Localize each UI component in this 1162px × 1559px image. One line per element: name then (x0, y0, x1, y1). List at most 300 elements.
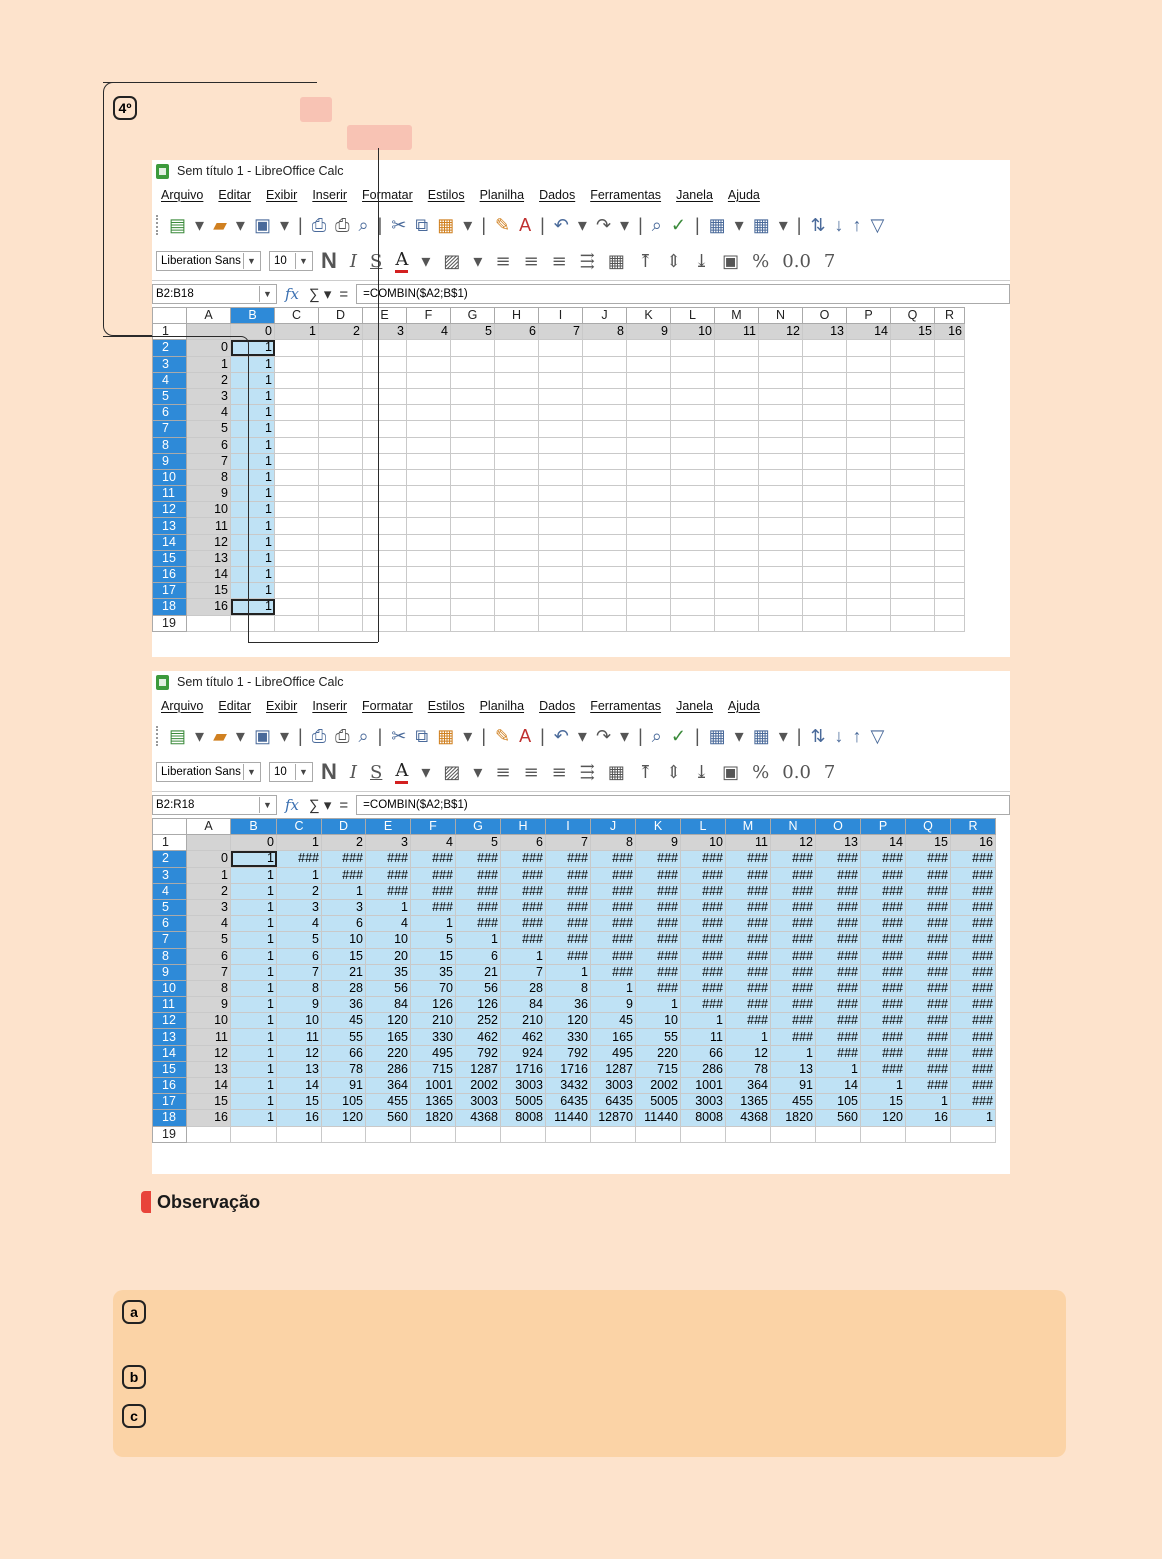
cell[interactable]: 3 (187, 388, 231, 404)
font-size-box[interactable] (269, 762, 313, 782)
cell[interactable]: 7 (539, 324, 583, 340)
cell[interactable] (363, 437, 407, 453)
column-header-p[interactable]: P (861, 819, 906, 835)
cell[interactable]: ### (771, 964, 816, 980)
cell[interactable] (539, 567, 583, 583)
cell[interactable] (319, 405, 363, 421)
sort-icon[interactable]: ⇅ (810, 725, 826, 746)
column-header-o[interactable]: O (816, 819, 861, 835)
cell[interactable] (319, 502, 363, 518)
cell[interactable] (407, 469, 451, 485)
formula-input[interactable] (356, 284, 1010, 304)
cell[interactable]: 21 (322, 964, 366, 980)
cell[interactable] (319, 469, 363, 485)
cell[interactable] (715, 567, 759, 583)
cell[interactable] (627, 340, 671, 356)
function-wizard-icon[interactable]: fx (285, 796, 300, 814)
cell[interactable]: ### (951, 1013, 996, 1029)
cell[interactable] (759, 372, 803, 388)
cell[interactable] (935, 550, 965, 566)
menu-item-arquivo[interactable]: Arquivo (161, 188, 204, 202)
column-header-h[interactable]: H (501, 819, 546, 835)
cell[interactable]: 3 (322, 899, 366, 915)
cell[interactable] (715, 356, 759, 372)
cell[interactable] (935, 567, 965, 583)
cell[interactable]: 14 (816, 1078, 861, 1094)
align-right-icon[interactable]: ≡ (551, 250, 567, 272)
cell[interactable] (627, 502, 671, 518)
cell[interactable] (759, 469, 803, 485)
cell[interactable] (891, 599, 935, 615)
cell[interactable] (363, 405, 407, 421)
chevron-down-icon[interactable]: ▼ (259, 286, 275, 302)
cell[interactable]: ### (456, 883, 501, 899)
cell[interactable] (803, 469, 847, 485)
cell[interactable] (847, 583, 891, 599)
cell[interactable]: 3003 (456, 1094, 501, 1110)
cell[interactable]: ### (726, 948, 771, 964)
cell[interactable] (275, 405, 319, 421)
menu-item-ajuda[interactable]: Ajuda (727, 188, 760, 202)
cell[interactable] (319, 486, 363, 502)
cell[interactable]: 165 (366, 1029, 411, 1045)
cell[interactable]: 1 (231, 1013, 277, 1029)
cell[interactable]: 364 (726, 1078, 771, 1094)
cell[interactable]: 1 (906, 1094, 951, 1110)
cell[interactable]: ### (681, 997, 726, 1013)
cell[interactable] (275, 534, 319, 550)
bold-icon[interactable]: N (321, 248, 337, 273)
percent-icon[interactable]: % (752, 761, 770, 783)
cell[interactable] (539, 469, 583, 485)
cell[interactable] (891, 356, 935, 372)
dropdown-arrow-icon[interactable]: ▾ (463, 725, 473, 746)
cell[interactable]: 14 (187, 567, 231, 583)
cell[interactable]: 1 (231, 518, 275, 534)
cell[interactable] (583, 388, 627, 404)
cell[interactable] (583, 469, 627, 485)
cell[interactable]: 12 (277, 1045, 322, 1061)
column-header-q[interactable]: Q (906, 819, 951, 835)
cell[interactable]: 495 (411, 1045, 456, 1061)
cell[interactable] (363, 372, 407, 388)
cell[interactable] (501, 1126, 546, 1142)
export-pdf-icon[interactable]: ⎙ (311, 214, 327, 235)
cell[interactable] (847, 550, 891, 566)
cell[interactable]: ### (591, 916, 636, 932)
cell[interactable]: ### (636, 883, 681, 899)
dropdown-arrow-icon[interactable]: ▾ (734, 725, 744, 746)
cell[interactable]: 1 (681, 1013, 726, 1029)
cell[interactable]: 9 (627, 324, 671, 340)
chevron-down-icon[interactable]: ▼ (243, 764, 259, 780)
cell[interactable] (583, 340, 627, 356)
cell[interactable]: 1 (231, 453, 275, 469)
cell[interactable] (627, 615, 671, 631)
cell[interactable]: ### (322, 867, 366, 883)
cell[interactable] (759, 518, 803, 534)
cell[interactable]: 462 (456, 1029, 501, 1045)
cell[interactable]: 495 (591, 1045, 636, 1061)
cell[interactable] (891, 453, 935, 469)
cell[interactable] (539, 421, 583, 437)
cell[interactable]: 3 (366, 835, 411, 851)
cell[interactable] (583, 372, 627, 388)
number-format-icon[interactable]: 0.0 (782, 250, 811, 272)
column-header-m[interactable]: M (726, 819, 771, 835)
cell[interactable]: 1 (231, 883, 277, 899)
cell[interactable] (451, 599, 495, 615)
cell[interactable]: 16 (951, 835, 996, 851)
cell[interactable] (539, 583, 583, 599)
row-header-7[interactable]: 7 (153, 932, 187, 948)
cell[interactable]: 6 (322, 916, 366, 932)
save-icon[interactable]: ▣ (253, 214, 271, 235)
cell[interactable]: 15 (322, 948, 366, 964)
cell[interactable]: 12 (726, 1045, 771, 1061)
cell[interactable] (627, 388, 671, 404)
cell[interactable] (451, 469, 495, 485)
print-preview-icon[interactable]: ⌕ (358, 214, 369, 235)
cell[interactable]: 9 (591, 997, 636, 1013)
print-preview-icon[interactable]: ⌕ (358, 725, 369, 746)
cell[interactable] (627, 550, 671, 566)
cell[interactable]: ### (816, 932, 861, 948)
cell[interactable]: 3003 (501, 1078, 546, 1094)
cell[interactable] (363, 453, 407, 469)
cell[interactable] (759, 356, 803, 372)
sum-icon[interactable]: ∑ ▾ (309, 286, 332, 303)
cell[interactable]: 1 (187, 867, 231, 883)
cell[interactable] (407, 437, 451, 453)
cell[interactable]: 1 (816, 1061, 861, 1077)
cell[interactable]: 126 (456, 997, 501, 1013)
cell[interactable]: 1 (636, 997, 681, 1013)
cell[interactable] (495, 356, 539, 372)
column-header-j[interactable]: J (591, 819, 636, 835)
cell[interactable] (935, 356, 965, 372)
cell[interactable]: 15 (277, 1094, 322, 1110)
cell[interactable]: 2 (319, 324, 363, 340)
cell[interactable]: 8008 (501, 1110, 546, 1126)
dropdown-arrow-icon[interactable]: ▾ (235, 214, 245, 235)
function-wizard-icon[interactable]: fx (285, 285, 300, 303)
cell[interactable]: 16 (906, 1110, 951, 1126)
column-header-e[interactable]: E (366, 819, 411, 835)
cell[interactable] (803, 502, 847, 518)
cell[interactable] (363, 356, 407, 372)
spellcheck-icon[interactable]: ✓ (670, 214, 686, 235)
cell[interactable] (451, 534, 495, 550)
menu-item-editar[interactable]: Editar (218, 699, 252, 713)
cell[interactable] (407, 615, 451, 631)
cell[interactable]: ### (771, 851, 816, 867)
dropdown-arrow-icon[interactable]: ▾ (421, 761, 431, 783)
find-replace-icon[interactable]: ⌕ (651, 725, 662, 746)
cell[interactable]: 15 (891, 324, 935, 340)
column-icon[interactable]: ▦ (752, 725, 770, 746)
cell[interactable] (407, 583, 451, 599)
align-center-icon[interactable]: ≡ (523, 250, 539, 272)
dropdown-arrow-icon[interactable]: ▾ (279, 725, 290, 746)
center-vertically-icon[interactable]: ⇕ (665, 761, 682, 783)
cell[interactable]: 1820 (411, 1110, 456, 1126)
cell[interactable] (803, 567, 847, 583)
cell[interactable] (627, 599, 671, 615)
cell[interactable]: ### (771, 932, 816, 948)
cell[interactable] (803, 372, 847, 388)
cell[interactable]: 16 (277, 1110, 322, 1126)
cell[interactable] (539, 534, 583, 550)
cell[interactable]: 1 (726, 1029, 771, 1045)
column-header-d[interactable]: D (322, 819, 366, 835)
cell[interactable] (319, 437, 363, 453)
cell[interactable]: ### (366, 851, 411, 867)
font-name-box[interactable] (156, 251, 261, 271)
cell[interactable] (627, 469, 671, 485)
row-header-5[interactable]: 5 (153, 899, 187, 915)
cell[interactable]: 45 (591, 1013, 636, 1029)
cell[interactable]: 560 (816, 1110, 861, 1126)
menu-item-dados[interactable]: Dados (539, 188, 576, 202)
cell[interactable] (275, 567, 319, 583)
cell[interactable]: 1 (231, 437, 275, 453)
cell[interactable]: ### (726, 964, 771, 980)
cell[interactable] (319, 518, 363, 534)
cell[interactable]: 7 (187, 453, 231, 469)
column-header-a[interactable]: A (187, 308, 231, 324)
cell[interactable]: ### (816, 1029, 861, 1045)
cell[interactable] (275, 421, 319, 437)
cell[interactable]: 35 (366, 964, 411, 980)
cell[interactable] (759, 615, 803, 631)
cell[interactable]: 10 (187, 1013, 231, 1029)
cell[interactable]: 715 (411, 1061, 456, 1077)
cell[interactable] (935, 340, 965, 356)
row-header-10[interactable]: 10 (153, 980, 187, 996)
cell[interactable]: 5 (451, 324, 495, 340)
font-color-icon[interactable]: A (395, 760, 408, 784)
sort-descending-icon[interactable]: ↑ (852, 214, 862, 235)
cell[interactable]: ### (861, 1029, 906, 1045)
cell[interactable]: ### (771, 997, 816, 1013)
cell[interactable] (715, 372, 759, 388)
autofilter-icon[interactable]: ▽ (870, 725, 885, 746)
column-header-i[interactable]: I (539, 308, 583, 324)
cell[interactable] (671, 356, 715, 372)
column-header-q[interactable]: Q (891, 308, 935, 324)
cell[interactable]: ### (501, 851, 546, 867)
column-header-b[interactable]: B (231, 819, 277, 835)
row-header-17[interactable]: 17 (153, 583, 187, 599)
row-header-6[interactable]: 6 (153, 405, 187, 421)
cell[interactable] (671, 583, 715, 599)
cell[interactable]: ### (816, 883, 861, 899)
align-left-icon[interactable]: ≡ (495, 250, 511, 272)
highlight-icon[interactable]: ▨ (443, 761, 461, 783)
cell[interactable] (539, 405, 583, 421)
cell[interactable]: 0 (187, 851, 231, 867)
cell[interactable]: ### (951, 932, 996, 948)
cell[interactable]: 6435 (546, 1094, 591, 1110)
cell[interactable] (681, 1126, 726, 1142)
cell[interactable]: 4 (407, 324, 451, 340)
cell[interactable] (891, 340, 935, 356)
cell[interactable] (451, 340, 495, 356)
cell[interactable]: ### (681, 899, 726, 915)
cell[interactable]: 1 (275, 324, 319, 340)
cell[interactable] (591, 1126, 636, 1142)
center-vertically-icon[interactable]: ⇕ (665, 250, 682, 272)
cell[interactable] (275, 356, 319, 372)
highlight-icon[interactable]: ▨ (443, 250, 461, 272)
cell[interactable]: ### (456, 916, 501, 932)
cell[interactable]: 6 (495, 324, 539, 340)
cell[interactable]: 364 (366, 1078, 411, 1094)
cell[interactable]: ### (591, 932, 636, 948)
cell[interactable] (847, 372, 891, 388)
paste-icon[interactable]: ▦ (437, 214, 455, 235)
cell[interactable] (671, 567, 715, 583)
row-icon[interactable]: ▦ (708, 725, 726, 746)
cell[interactable] (803, 534, 847, 550)
cell[interactable]: 1 (231, 1045, 277, 1061)
column-header-k[interactable]: K (636, 819, 681, 835)
cell[interactable]: 0 (231, 835, 277, 851)
cell[interactable] (671, 599, 715, 615)
cell[interactable] (935, 534, 965, 550)
cell[interactable]: 5005 (501, 1094, 546, 1110)
cell[interactable]: 5 (277, 932, 322, 948)
cell[interactable] (627, 486, 671, 502)
cell[interactable] (715, 599, 759, 615)
cut-icon[interactable]: ✂ (391, 725, 407, 746)
cell[interactable] (803, 615, 847, 631)
formula-input[interactable] (356, 795, 1010, 815)
cell[interactable]: 13 (771, 1061, 816, 1077)
cell[interactable] (715, 453, 759, 469)
cell[interactable]: ### (951, 899, 996, 915)
print-icon[interactable]: ⎙ (335, 725, 350, 746)
cell[interactable] (407, 421, 451, 437)
column-header-n[interactable]: N (759, 308, 803, 324)
cell[interactable] (539, 615, 583, 631)
open-folder-icon[interactable]: ▰ (213, 214, 227, 235)
cell[interactable] (319, 550, 363, 566)
cell[interactable] (951, 1126, 996, 1142)
cell[interactable]: ### (366, 883, 411, 899)
cell[interactable] (583, 583, 627, 599)
cell[interactable] (803, 405, 847, 421)
cell[interactable] (935, 372, 965, 388)
cell[interactable]: 1 (546, 964, 591, 980)
cell[interactable]: 9 (636, 835, 681, 851)
cell[interactable]: 120 (322, 1110, 366, 1126)
cell[interactable]: 5005 (636, 1094, 681, 1110)
cell[interactable] (319, 534, 363, 550)
cell[interactable] (539, 502, 583, 518)
sort-icon[interactable]: ⇅ (810, 214, 826, 235)
cell[interactable]: ### (951, 1094, 996, 1110)
font-color-icon[interactable]: A (395, 249, 408, 273)
cell[interactable] (803, 437, 847, 453)
cell[interactable] (847, 599, 891, 615)
column-header-m[interactable]: M (715, 308, 759, 324)
row-header-2[interactable]: 2 (153, 851, 187, 867)
cell[interactable]: 91 (322, 1078, 366, 1094)
cell[interactable] (495, 405, 539, 421)
cell[interactable]: ### (906, 916, 951, 932)
cell[interactable] (671, 550, 715, 566)
cell[interactable]: ### (816, 851, 861, 867)
cell[interactable]: ### (771, 980, 816, 996)
cell[interactable] (803, 453, 847, 469)
cell[interactable] (891, 388, 935, 404)
cell[interactable]: 105 (322, 1094, 366, 1110)
cell[interactable]: ### (861, 980, 906, 996)
cell[interactable] (847, 453, 891, 469)
row-header-6[interactable]: 6 (153, 916, 187, 932)
copy-icon[interactable]: ⧉ (415, 214, 429, 235)
row-header-13[interactable]: 13 (153, 518, 187, 534)
cell[interactable]: ### (501, 916, 546, 932)
cell[interactable]: ### (411, 851, 456, 867)
cell[interactable]: 4 (187, 405, 231, 421)
cell[interactable]: 12 (771, 835, 816, 851)
cell[interactable] (726, 1126, 771, 1142)
cell[interactable]: 1 (277, 835, 322, 851)
cell[interactable] (715, 421, 759, 437)
cell[interactable]: 1 (591, 980, 636, 996)
cell[interactable] (363, 340, 407, 356)
print-icon[interactable]: ⎙ (335, 214, 350, 235)
cell[interactable]: 1 (411, 916, 456, 932)
align-right-icon[interactable]: ≡ (551, 761, 567, 783)
cell[interactable]: 7 (277, 964, 322, 980)
cell[interactable]: ### (726, 899, 771, 915)
cell[interactable]: ### (906, 851, 951, 867)
dropdown-arrow-icon[interactable]: ▾ (620, 214, 630, 235)
cell[interactable] (891, 486, 935, 502)
cell[interactable]: 10 (187, 502, 231, 518)
cell[interactable] (451, 372, 495, 388)
clear-formatting-icon[interactable]: A (519, 725, 532, 746)
cell[interactable]: 12 (759, 324, 803, 340)
cell[interactable]: ### (861, 948, 906, 964)
cell[interactable]: ### (816, 997, 861, 1013)
column-header-o[interactable]: O (803, 308, 847, 324)
cell[interactable]: ### (591, 964, 636, 980)
cell[interactable] (583, 567, 627, 583)
column-header-h[interactable]: H (495, 308, 539, 324)
cell[interactable] (451, 388, 495, 404)
column-header-i[interactable]: I (546, 819, 591, 835)
cell[interactable] (319, 599, 363, 615)
cell[interactable] (627, 372, 671, 388)
cell[interactable] (759, 583, 803, 599)
cell[interactable]: 11 (726, 835, 771, 851)
cell[interactable]: 455 (771, 1094, 816, 1110)
merge-center-icon[interactable]: ▦ (607, 250, 625, 272)
cell[interactable]: 78 (726, 1061, 771, 1077)
cell[interactable]: 3 (187, 899, 231, 915)
cell[interactable] (319, 583, 363, 599)
cell[interactable] (759, 405, 803, 421)
cell[interactable]: ### (861, 997, 906, 1013)
cell[interactable]: ### (681, 883, 726, 899)
row-icon[interactable]: ▦ (708, 214, 726, 235)
cell[interactable]: ### (816, 867, 861, 883)
